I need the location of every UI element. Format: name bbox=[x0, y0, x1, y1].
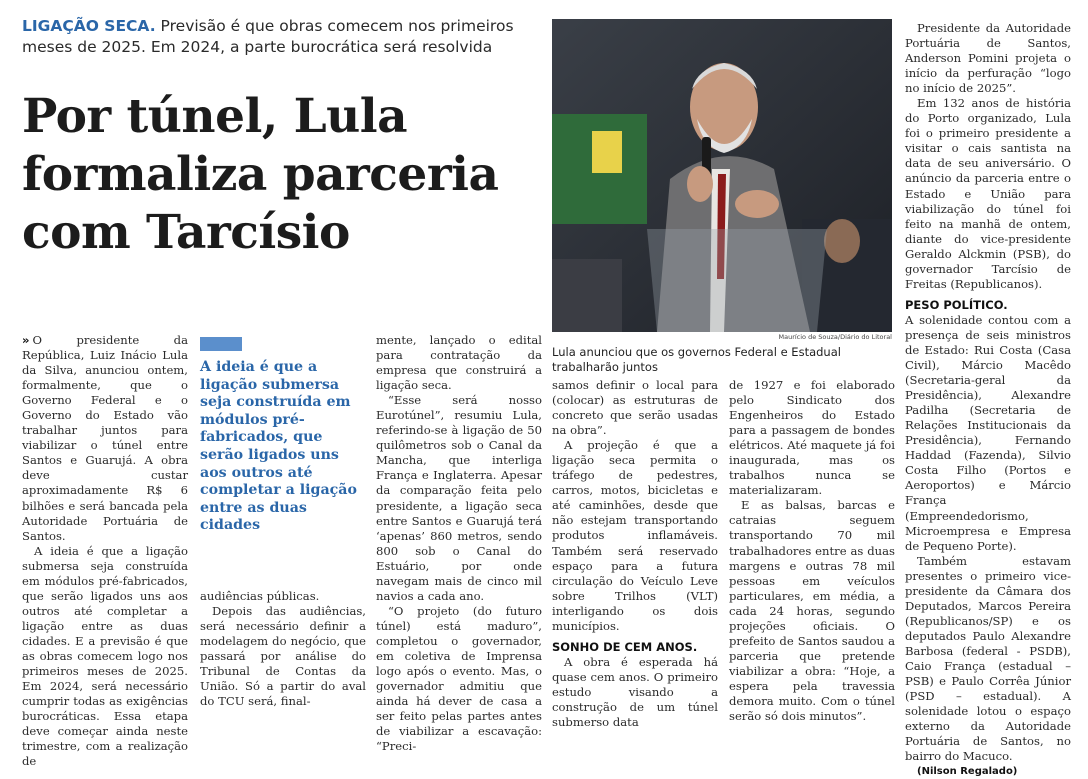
paragraph bbox=[22, 333, 188, 544]
subhead: PESO POLÍTICO. bbox=[905, 297, 1008, 312]
kicker-tag: LIGAÇÃO SECA. bbox=[22, 17, 156, 35]
speaker-illustration bbox=[552, 19, 892, 332]
bullet-arrow-icon: » bbox=[22, 333, 30, 347]
paragraph: Em 132 anos de história do Porto organizado, Lula foi o primeiro presidente a visitar o cais santista na data de seu aniversário. O anúncio da parceria entre o Estado e União para viabilização do túnel foi feito na manhã de ontem, diante do vice-presidente Geraldo Alckmin (PSB), do governador Tarcísio de Freitas (Republicanos). bbox=[905, 96, 1071, 291]
photo-credit: Maurício de Souza/Diário do Litoral bbox=[778, 333, 892, 341]
paragraph: A ideia é que a ligação submersa seja construída em módulos pré-fabricados, que serão ligados uns aos outros até completar a ligação entre as duas cidades. E a previsão é que as obras comecem logo nos primeiros meses de 2025. Em 2024, será necessário cumprir todas as exigências burocráticas. Essa etapa deve começar ainda neste trimestre, com a realização de bbox=[22, 543, 188, 769]
paragraph: A obra é esperada há quase cem anos. O primeiro estudo visando a construção de um túnel submerso data bbox=[552, 654, 718, 730]
author-signature: (Nilson Regalado) bbox=[917, 766, 1018, 778]
kicker-text: Previsão é que obras comecem nos primeiros meses de 2025. Em 2024, a parte burocrática será resolvida bbox=[22, 17, 514, 56]
article-column-6 bbox=[905, 21, 1071, 779]
paragraph: “Esse será nosso Eurotúnel”, resumiu Lula, referindo-se à ligação de 50 quilômetros sob o Canal da Mancha, que interliga França e Inglaterra. Apesar da comparação feita pelo presidente, a ligação seca entre Santos e Guarujá terá ‘apenas’ 860 metros, sendo 800 sob o Canal do Estuário, por onde navegam mais de cinco mil navios a cada ano. bbox=[376, 393, 542, 603]
paragraph: Presidente da Autoridade Portuária de Santos, Anderson Pomini projeta o início da perfuração “logo no início de 2025”. bbox=[905, 21, 1071, 96]
paragraph: samos definir o local para (colocar) as estruturas de concreto que serão usadas na obra”. bbox=[552, 378, 718, 438]
pull-quote bbox=[200, 337, 368, 535]
paragraph: mente, lançado o edital para contratação da empresa que construirá a ligação seca. bbox=[376, 333, 542, 393]
paragraph: E as balsas, barcas e catraias seguem transportando 70 mil trabalhadores entre as duas margens e outras 78 mil pessoas em veículos particulares, em média, a cada 24 horas, segundo projeções oficiais. O prefeito de Santos saudou a parceria que pretende viabilizar a obra: “Hoje, a espera pela travessia demora muito. Com o túnel serão só dois minutos”. bbox=[729, 498, 895, 724]
article-column-2 bbox=[200, 589, 366, 709]
paragraph: Depois das audiências, será necessário definir a modelagem do negócio, que passará por análise do Tribunal de Contas da União. Só a partir do aval do TCU será, final- bbox=[200, 604, 366, 709]
headline: Por túnel, Lula formaliza parceria com Tarcísio bbox=[22, 89, 499, 260]
paragraph: A solenidade contou com a presença de seis ministros de Estado: Rui Costa (Casa Civil), Márcio Macêdo (Secretaria-geral da Presidência), Alexandre Padilha (Secretaria de Relações Institucionais da Presidência), Fernando Haddad (Fazenda), Silvio Costa Filho (Portos e Aeroportos) e Márcio França (Empreendedorismo, Microempresa e Empresa de Pequeno Porte). bbox=[905, 312, 1071, 553]
article-column-3 bbox=[376, 333, 542, 754]
subhead: SONHO DE CEM ANOS. bbox=[552, 639, 698, 654]
paragraph: A projeção é que a ligação seca permita o tráfego de pedestres, carros, motos, bicicletas e até caminhões, desde que não estejam transportando produtos inflamáveis. Também será reservado espaço para a futura circulação do Veículo Leve sobre Trilhos (VLT) interligando os dois municípios. bbox=[552, 438, 718, 633]
photo-caption: Lula anunciou que os governos Federal e Estadual trabalharão juntos bbox=[552, 345, 841, 374]
paragraph: audiências públicas. bbox=[200, 589, 320, 603]
paragraph: Também estavam presentes o primeiro vice-presidente da Câmara dos Deputados, Marcos Pereira (Republicanos/SP) e os deputados Paulo Alexandre Barbosa (federal - PSDB), Caio França (estadual – PSB) e Paulo Corrêa Júnior (PSD – estadual). A solenidade lotou o espaço externo da Autoridade Portuária de Santos, no bairro do Macuco. bbox=[905, 553, 1071, 764]
kicker bbox=[22, 16, 542, 58]
news-photo bbox=[552, 19, 892, 332]
paragraph: de 1927 e foi elaborado pelo Sindicato dos Engenheiros do Estado para a passagem de bondes elétricos. Até maquete já foi inaugurada, mas os trabalhos nunca se materializaram. bbox=[729, 378, 895, 498]
article-column-5 bbox=[729, 378, 895, 724]
pull-quote-bar bbox=[200, 337, 242, 351]
lead-text: O presidente da República, Luiz Inácio Lula da Silva, anunciou ontem, formalmente, que o Governo Federal e o Governo do Estado vão trabalhar juntos para viabilizar o túnel entre Santos e Guarujá. A obra deve custar aproximadamente R$ 6 bilhões e será bancada pela Autoridade Portuária de Santos. bbox=[22, 333, 188, 543]
article-column-4 bbox=[552, 378, 718, 730]
article-column-1 bbox=[22, 333, 188, 769]
paragraph: “O projeto (do futuro túnel) está maduro”, completou o governador, em coletiva de Imprensa logo após o evento. Mas, o governador admitiu que ainda há dever de casa a ser feito pelas partes antes de viabilizar a escavação: “Preci- bbox=[376, 603, 542, 754]
pull-quote-text: A ideia é que a ligação submersa seja construída em módulos pré-fabricados, que serão ligados uns aos outros até completar a ligação entre as duas cidades bbox=[200, 359, 357, 534]
